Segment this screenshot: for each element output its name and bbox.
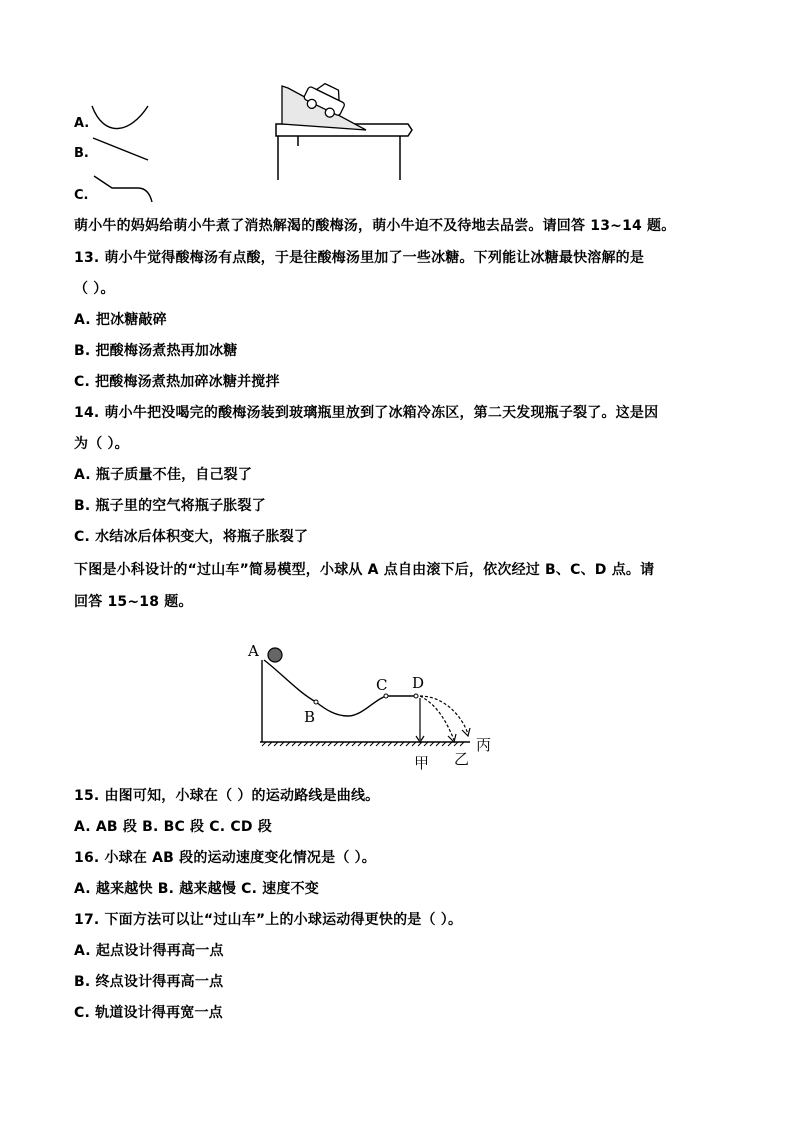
option-b-line-graph (90, 136, 160, 166)
q14-option-c: C. 水结冰后体积变大，将瓶子胀裂了 (74, 529, 309, 545)
car-ramp-illustration (268, 78, 418, 183)
option-b-label: B. (74, 146, 89, 161)
q15-options: A. AB 段 B. BC 段 C. CD 段 (74, 819, 272, 835)
q14-stem-line2: 为（ ）。 (74, 436, 129, 452)
option-c-label: C. (74, 188, 89, 203)
q13-option-c: C. 把酸梅汤煮热加碎冰糖并搅拌 (74, 374, 280, 390)
q14-option-b: B. 瓶子里的空气将瓶子胀裂了 (74, 498, 266, 514)
point-a-label: A (248, 642, 259, 660)
option-a-curve-graph (90, 100, 160, 135)
q13-option-b: B. 把酸梅汤煮热再加冰糖 (74, 343, 238, 359)
q13-stem-line1: 13. 萌小牛觉得酸梅汤有点酸，于是往酸梅汤里加了一些冰糖。下列能让冰糖最快溶解的是 (74, 250, 645, 266)
point-c-label: C (376, 676, 388, 694)
q14-option-a: A. 瓶子质量不佳，自己裂了 (74, 467, 253, 483)
intro-text-15-18-line1: 下图是小科设计的“过山车”简易模型，小球从 A 点自由滚下后，依次经过 B、C、D 点。请 (74, 562, 655, 578)
q17-option-b: B. 终点设计得再高一点 (74, 974, 224, 990)
intro-text-13-14: 萌小牛的妈妈给萌小牛煮了消热解渴的酸梅汤，萌小牛迫不及待地去品尝。请回答 13~14 题。 (74, 218, 676, 234)
q17-option-a: A. 起点设计得再高一点 (74, 943, 224, 959)
q15-stem: 15. 由图可知，小球在（ ）的运动路线是曲线。 (74, 788, 380, 804)
q13-option-a: A. 把冰糖敲碎 (74, 312, 167, 328)
q14-stem-line1: 14. 萌小牛把没喝完的酸梅汤装到玻璃瓶里放到了冰箱冷冻区，第二天发现瓶子裂了。这是因 (74, 405, 659, 421)
q13-stem-line2: （ ）。 (74, 281, 115, 297)
q17-stem: 17. 下面方法可以让“过山车”上的小球运动得更快的是（ ）。 (74, 912, 463, 928)
q16-stem: 16. 小球在 AB 段的运动速度变化情况是（ ）。 (74, 850, 377, 866)
option-c-curve-graph (90, 170, 160, 205)
roller-coaster-diagram (240, 636, 510, 776)
path-jia-label: 甲 (414, 754, 430, 772)
q17-option-c: C. 轨道设计得再宽一点 (74, 1005, 223, 1021)
path-bing-label: 丙 (476, 736, 492, 754)
q16-options: A. 越来越快 B. 越来越慢 C. 速度不变 (74, 881, 319, 897)
point-d-label: D (412, 674, 425, 692)
option-a-label: A. (74, 116, 90, 131)
intro-text-15-18-line2: 回答 15~18 题。 (74, 594, 193, 610)
path-yi-label: 乙 (454, 750, 470, 768)
point-b-label: B (304, 708, 316, 726)
